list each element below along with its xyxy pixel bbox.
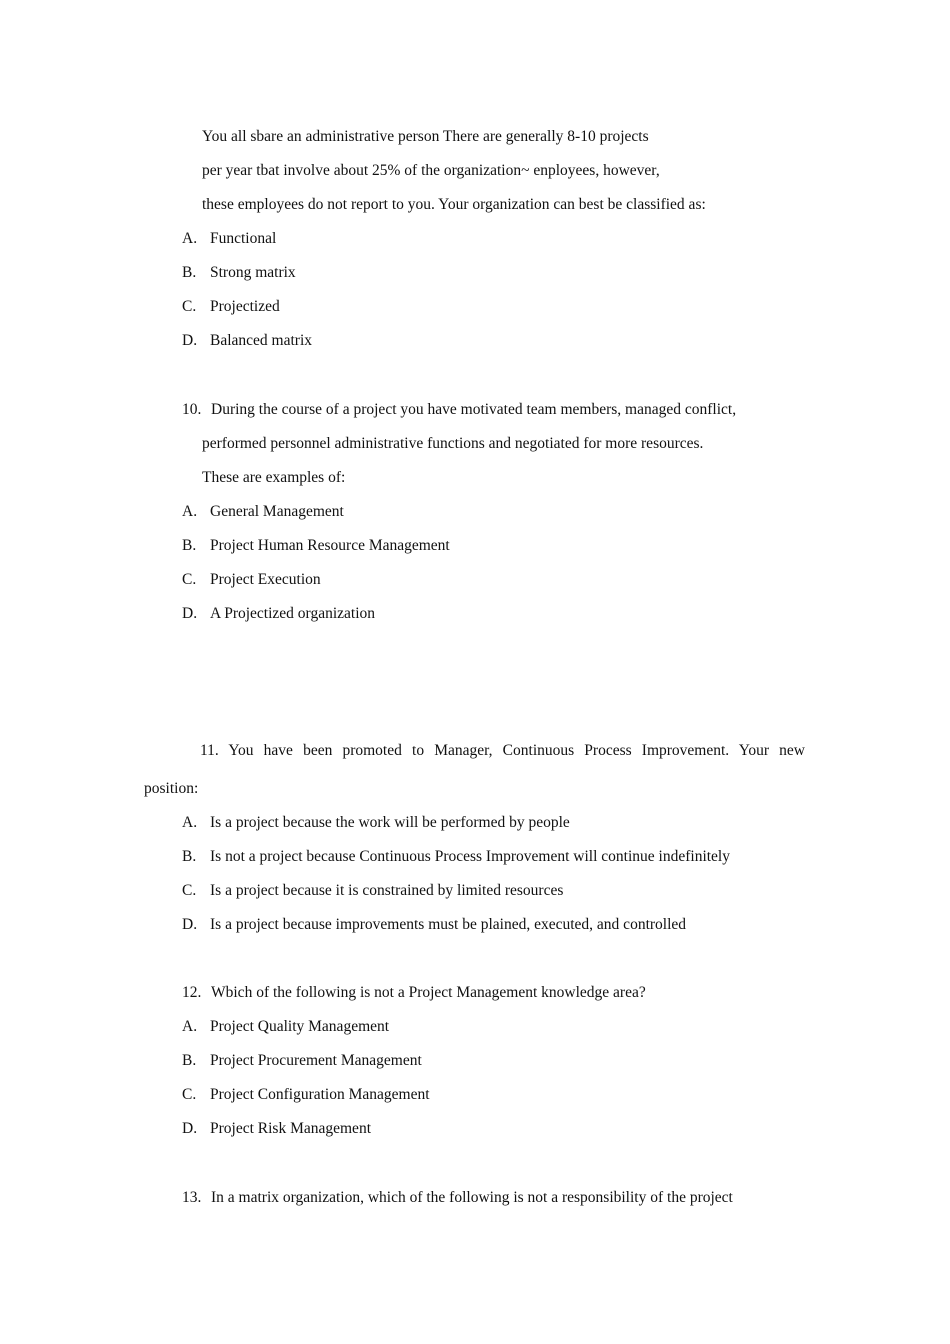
q9-option-c: C. Projectized xyxy=(182,298,280,315)
q11-option-d: D. Is a project because improvements must be plained, executed, and controlled xyxy=(182,916,687,933)
q10-option-b: B. Project Human Resource Management xyxy=(182,537,450,554)
q9-option-d: D. Balanced matrix xyxy=(182,332,312,349)
q11-stem-line-1: 11. You have been promoted to Manager, Continuous Process Improvement. Your new xyxy=(200,742,805,759)
q9-stem-line-3: these employees do not report to you. Your organization can best be classified as: xyxy=(202,196,706,213)
q11-number: 11. xyxy=(200,742,219,759)
q12-option-d: D. Project Risk Management xyxy=(182,1120,371,1137)
q10-option-d: D. A Projectized organization xyxy=(182,605,375,622)
q10-stem-line-2: performed personnel administrative functions and negotiated for more resources. xyxy=(202,435,704,452)
q11-stem-line-2: position: xyxy=(144,780,199,797)
q13-number: 13. xyxy=(182,1189,202,1206)
q10-stem-line-3: These are examples of: xyxy=(202,469,346,486)
q10-number: 10. xyxy=(182,401,202,418)
q10-option-a: A. General Management xyxy=(182,503,344,520)
q12-option-a: A. Project Quality Management xyxy=(182,1018,390,1035)
q11-option-a: A. Is a project because the work will be performed by people xyxy=(182,814,570,831)
q11-option-b: B. Is not a project because Continuous Process Improvement will continue indefinitely xyxy=(182,848,730,865)
q9-option-a: A. Functional xyxy=(182,230,277,247)
q12-stem: 12. Wbich of the following is not a Project Management knowledge area? xyxy=(182,984,646,1001)
q12-number: 12. xyxy=(182,984,202,1001)
q9-stem-line-2: per year tbat involve about 25% of the organization~ enployees, however, xyxy=(202,162,660,179)
q9-option-b: B. Strong matrix xyxy=(182,264,296,281)
q13-stem: 13. In a matrix organization, which of the following is not a responsibility of the project xyxy=(182,1189,733,1206)
q10-stem-line-1: 10. During the course of a project you have motivated team members, managed conflict, xyxy=(182,401,737,418)
q10-option-c: C. Project Execution xyxy=(182,571,321,588)
q12-option-b: B. Project Procurement Management xyxy=(182,1052,422,1069)
q11-option-c: C. Is a project because it is constrained by limited resources xyxy=(182,882,564,899)
q12-option-c: C. Project Configuration Management xyxy=(182,1086,430,1103)
q9-stem-line-1: You all sbare an administrative person There are generally 8-10 projects xyxy=(202,128,649,145)
